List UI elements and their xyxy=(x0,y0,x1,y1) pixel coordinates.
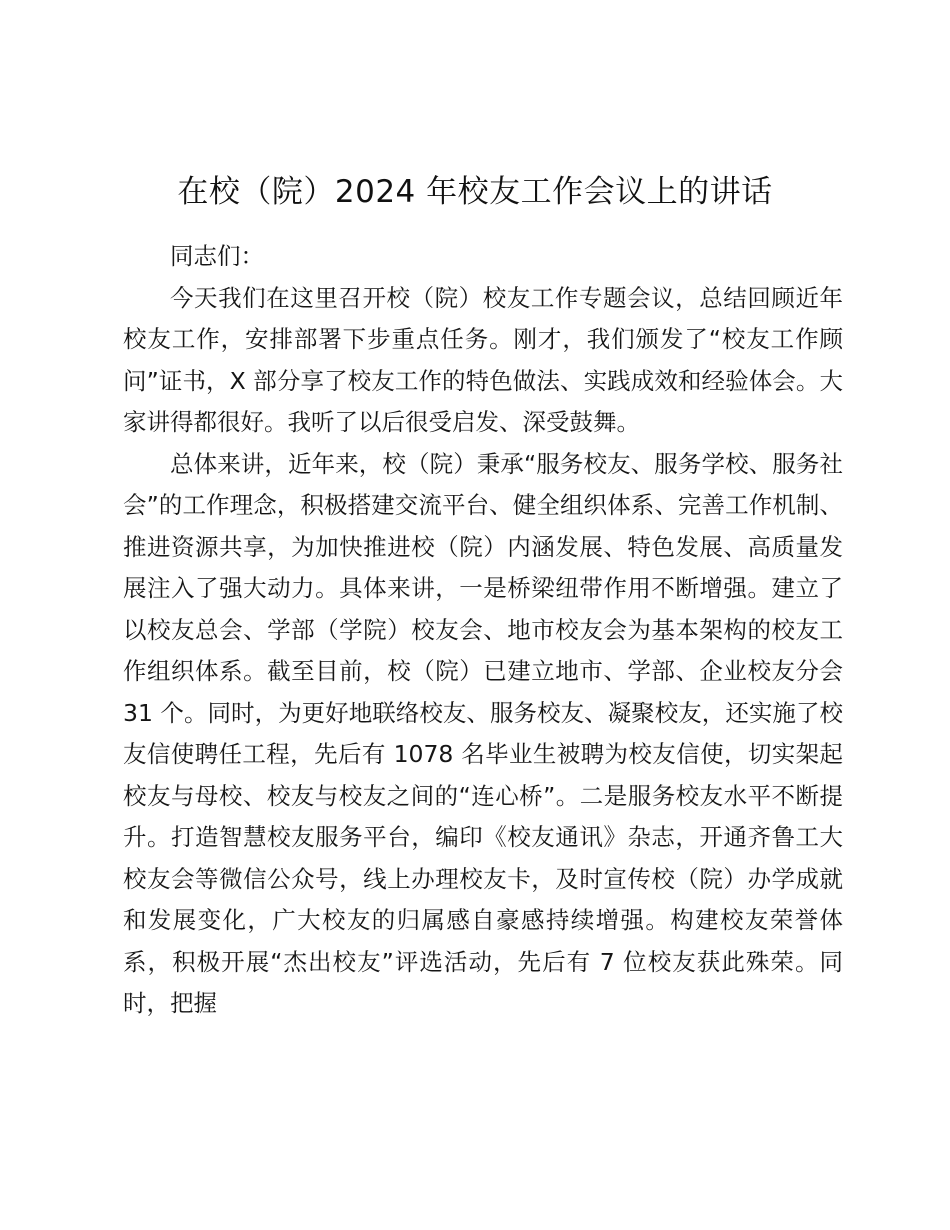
paragraph-2: 总体来讲，近年来，校（院）秉承“服务校友、服务学校、服务社会”的工作理念，积极搭建交流平台、健全组织体系、完善工作机制、推进资源共享，为加快推进校（院）内涵发展、特色发展、高质量发展注入了强大动力。具体来讲，一是桥梁纽带作用不断增强。建立了以校友总会、学部（学院）校友会、地市校友会为基本架构的校友工作组织体系。截至目前，校（院）已建立地市、学部、企业校友分会 31 个。同时，为更好地联络校友、服务校友、凝聚校友，还实施了校友信使聘任工程，先后有 1078 名毕业生被聘为校友信使，切实架起校友与母校、校友与校友之间的“连心桥”。二是服务校友水平不断提升。打造智慧校友服务平台，编印《校友通讯》杂志，开通齐鲁工大校友会等微信公众号，线上办理校友卡，及时宣传校（院）办学成就和发展变化，广大校友的归属感自豪感持续增强。构建校友荣誉体系，积极开展“杰出校友”评选活动，先后有 7 位校友获此殊荣。同时，把握 xyxy=(123,449,843,1017)
salutation: 同志们： xyxy=(170,242,264,270)
document-body xyxy=(123,236,843,1025)
paragraph-1: 今天我们在这里召开校（院）校友工作专题会议，总结回顾近年校友工作，安排部署下步重点任务。刚才，我们颁发了“校友工作顾问”证书，X 部分享了校友工作的特色做法、实践成效和经验体会。大家讲得都很好。我听了以后很受启发、深受鼓舞。 xyxy=(123,283,843,436)
document-title: 在校（院）2024 年校友工作会议上的讲话 xyxy=(177,174,773,210)
